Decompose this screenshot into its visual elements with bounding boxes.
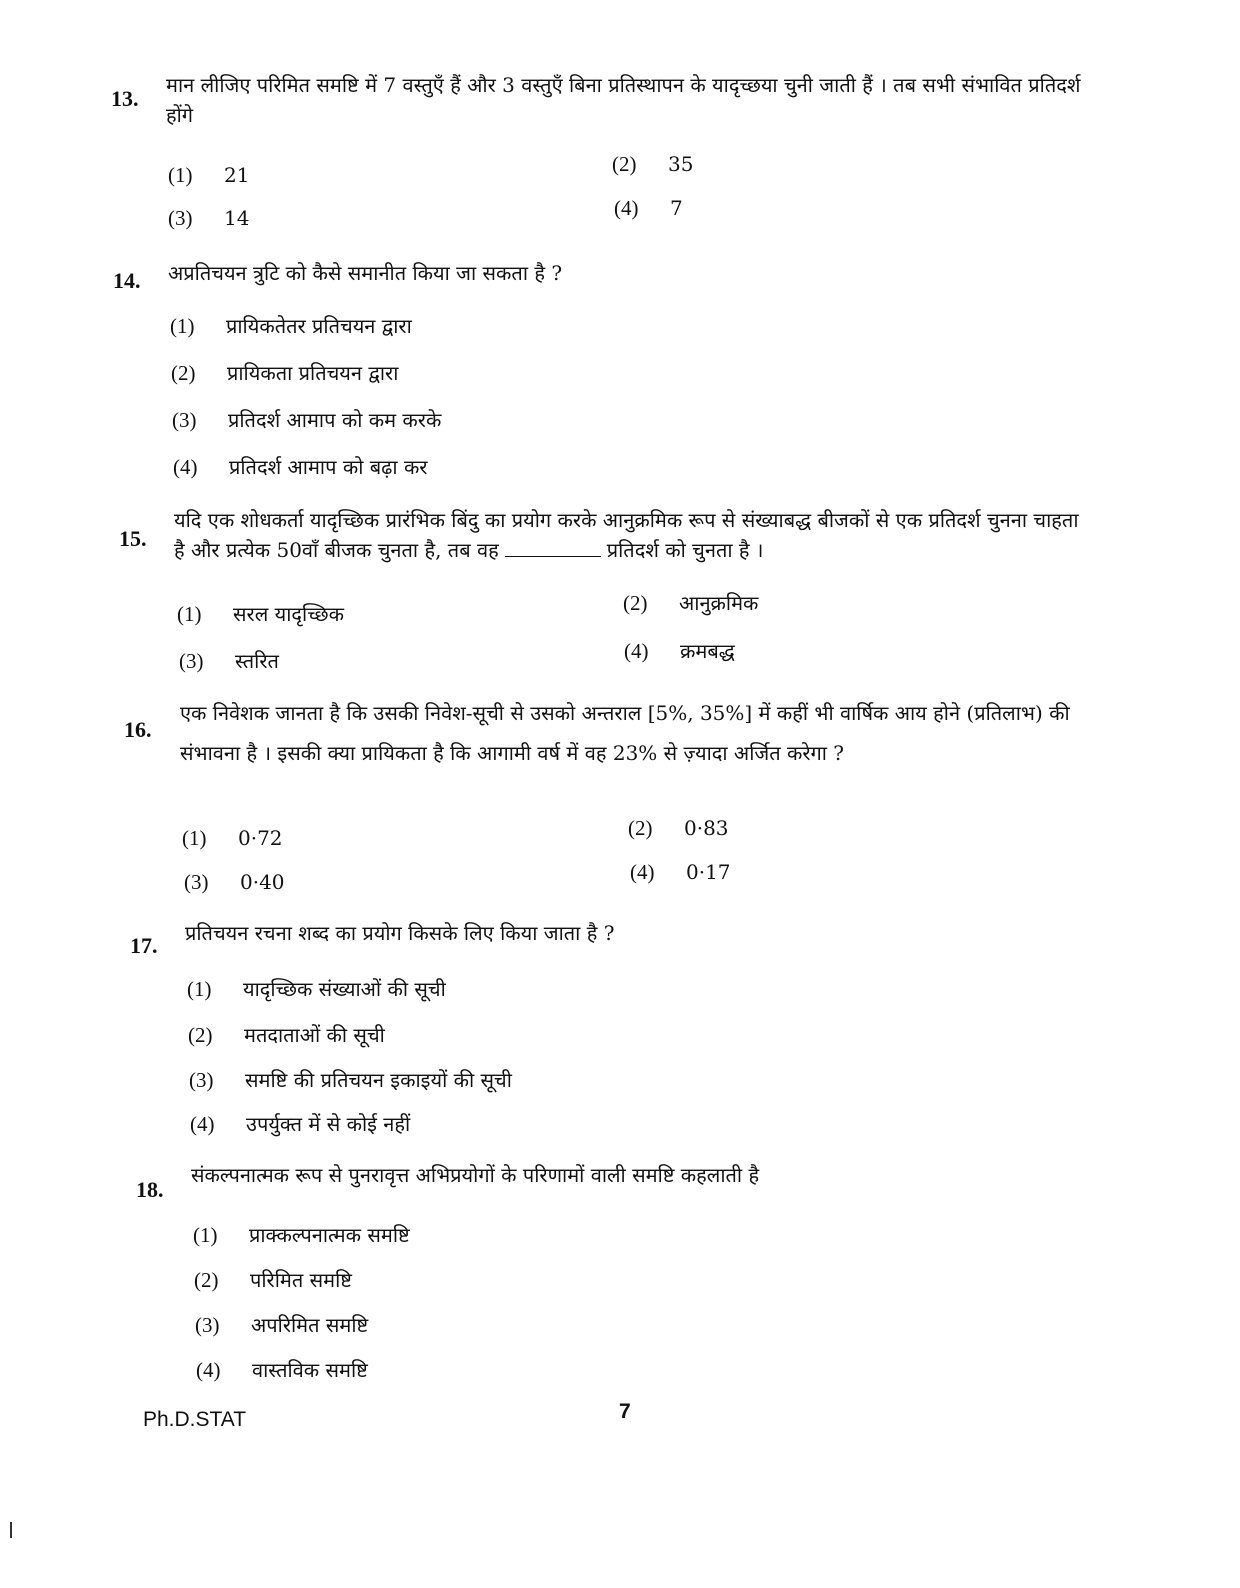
option-text: 14 [224, 206, 250, 230]
option-number: (4) [624, 639, 649, 663]
option-text: परिमित समष्टि [250, 1268, 352, 1292]
option-text: 0·83 [684, 816, 729, 840]
question-text: संकल्पनात्मक रूप से पुनरावृत्त अभिप्रयोगों के परिणामों वाली समष्टि कहलाती है [191, 1163, 760, 1187]
option-3 [172, 406, 441, 433]
option-text: अपरिमित समष्टि [251, 1313, 369, 1337]
question-number: 18. [136, 1177, 164, 1202]
option-number: (4) [614, 196, 639, 220]
scan-edge-mark [10, 1522, 12, 1538]
option-text: 0·17 [686, 860, 731, 884]
option-3 [195, 1311, 368, 1338]
fill-blank [505, 538, 601, 557]
option-3 [184, 870, 285, 895]
option-number: (3) [184, 870, 209, 894]
option-text: प्रतिदर्श आमाप को बढ़ा कर [229, 455, 428, 479]
option-text: यादृच्छिक संख्याओं की सूची [243, 977, 446, 1001]
question-text: एक निवेशक जानता है कि उसकी निवेश-सूची से उसको अन्तराल [5%, 35%] में कहीं भी वार्षिक आय होने (प्रतिलाभ) की संभावना है । इसकी क्या प्रायिकता है कि आगामी वर्ष में वह 23% से ज़्यादा अर्जित करेगा ? [180, 701, 1070, 765]
question-text: मान लीजिए परिमित समष्टि में 7 वस्तुएँ हैं और 3 वस्तुएँ बिना प्रतिस्थापन के यादृच्छया चुनी जाती हैं । तब सभी संभावित प्रतिदर्श होंगे [166, 73, 1081, 127]
option-3 [168, 206, 249, 231]
option-2 [188, 1021, 385, 1048]
option-number: (1) [182, 826, 207, 850]
option-1 [168, 163, 249, 188]
option-number: (4) [630, 860, 655, 884]
option-2 [612, 152, 693, 177]
option-4 [630, 860, 731, 885]
question-number: 17. [130, 933, 158, 958]
option-number: (2) [628, 816, 653, 840]
option-number: (1) [177, 602, 202, 626]
option-4 [624, 637, 735, 664]
option-text: 0·40 [240, 870, 285, 894]
option-number: (2) [171, 361, 196, 385]
option-number: (2) [194, 1268, 219, 1292]
option-1 [187, 975, 446, 1002]
option-text: आनुक्रमिक [679, 591, 759, 615]
option-3 [189, 1066, 512, 1093]
option-text: 21 [224, 163, 250, 187]
option-text: स्तरित [235, 649, 279, 673]
question-text [174, 505, 1094, 565]
option-text: क्रमबद्ध [680, 639, 735, 663]
option-text: समष्टि की प्रतिचयन इकाइयों की सूची [245, 1068, 512, 1092]
option-text: 35 [668, 152, 694, 176]
option-text: 0·72 [238, 826, 283, 850]
option-number: (4) [173, 455, 198, 479]
option-text: मतदाताओं की सूची [244, 1023, 385, 1047]
option-text: 7 [670, 196, 683, 220]
option-number: (4) [196, 1358, 221, 1382]
option-1 [182, 826, 283, 851]
option-4 [196, 1356, 368, 1383]
option-2 [171, 359, 398, 386]
question-text: प्रतिचयन रचना शब्द का प्रयोग किसके लिए किया जाता है ? [185, 921, 615, 945]
option-number: (1) [168, 163, 193, 187]
option-1 [170, 312, 412, 339]
option-number: (1) [187, 977, 212, 1001]
question-number: 16. [124, 717, 152, 742]
option-text: उपर्युक्त में से कोई नहीं [246, 1112, 411, 1136]
option-number: (2) [612, 152, 637, 176]
option-number: (2) [623, 591, 648, 615]
option-text: प्रायिकतेतर प्रतिचयन द्वारा [226, 314, 412, 338]
option-text: प्रायिकता प्रतिचयन द्वारा [227, 361, 399, 385]
paper-code: Ph.D.STAT [143, 1408, 247, 1431]
option-1 [177, 600, 344, 627]
option-number: (1) [193, 1223, 218, 1247]
option-text: प्राक्कल्पनात्मक समष्टि [249, 1223, 410, 1247]
option-number: (2) [188, 1023, 213, 1047]
option-number: (3) [172, 408, 197, 432]
option-2 [623, 589, 758, 616]
option-number: (3) [179, 649, 204, 673]
question-number: 15. [119, 526, 147, 551]
option-number: (3) [189, 1068, 214, 1092]
option-4 [614, 196, 683, 221]
option-number: (3) [168, 206, 193, 230]
option-text: प्रतिदर्श आमाप को कम करके [228, 408, 442, 432]
question-number: 13. [111, 86, 139, 111]
option-number: (1) [170, 314, 195, 338]
question-text-part: यदि एक शोधकर्ता यादृच्छिक प्रारंभिक बिंदु का प्रयोग करके आनुक्रमिक रूप से संख्याबद्ध बीजकों से एक प्रतिदर्श चुनना चाहता है और प्रत्येक 50वाँ बीजक चुनता है, तब वह [174, 508, 1079, 562]
question-text: अप्रतिचयन त्रुटि को कैसे समानीत किया जा सकता है ? [168, 261, 563, 285]
option-2 [194, 1266, 352, 1293]
page-number: 7 [619, 1400, 631, 1423]
option-number: (3) [195, 1313, 220, 1337]
option-1 [193, 1221, 410, 1248]
option-number: (4) [190, 1112, 215, 1136]
question-number: 14. [113, 268, 141, 293]
question-text-part: प्रतिदर्श को चुनता है । [606, 538, 764, 562]
option-3 [179, 647, 279, 674]
option-2 [628, 816, 729, 841]
option-text: वास्तविक समष्टि [252, 1358, 368, 1382]
option-4 [190, 1110, 410, 1137]
option-4 [173, 453, 428, 480]
option-text: सरल यादृच्छिक [233, 602, 344, 626]
